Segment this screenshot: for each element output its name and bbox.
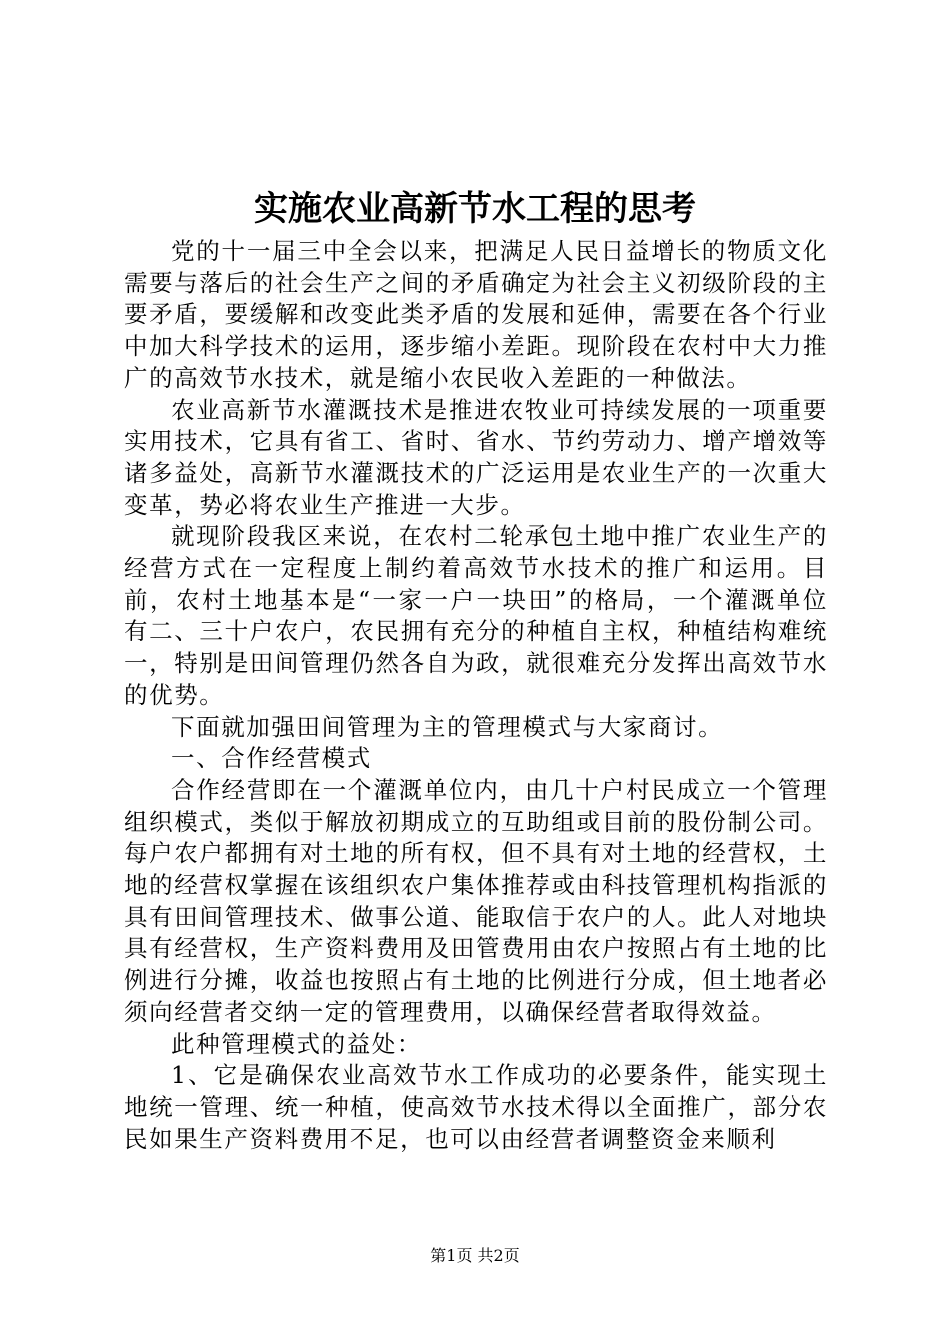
paragraph-5: 合作经营即在一个灌溉单位内，由几十户村民成立一个管理组织模式，类似于解放初期成立的互助组或目前的股份制公司。每户农户都拥有对土地的所有权，但不具有对土地的经营权，土地的经营权掌握在该组织农户集体推荐或由科技管理机构指派的具有田间管理技术、做事公道、能取信于农户的人。此人对地块具有经营权，生产资料费用及田管费用由农户按照占有土地的比例进行分摊，收益也按照占有土地的比例进行分成，但土地者必须向经营者交纳一定的管理费用，以确保经营者取得效益。 bbox=[124, 775, 828, 1026]
document-title: 实施农业高新节水工程的思考 bbox=[254, 189, 696, 229]
paragraph-4: 下面就加强田间管理为主的管理模式与大家商讨。 bbox=[171, 712, 724, 741]
page-number-footer: 第1页 共2页 bbox=[430, 1246, 520, 1265]
paragraph-7: 1、它是确保农业高效节水工作成功的必要条件，能实现土地统一管理、统一种植，使高效节水技术得以全面推广，部分农民如果生产资料费用不足，也可以由经营者调整资金来顺利 bbox=[124, 1061, 828, 1153]
paragraph-6: 此种管理模式的益处： bbox=[171, 1029, 422, 1058]
paragraph-2: 农业高新节水灌溉技术是推进农牧业可持续发展的一项重要实用技术，它具有省工、省时、省水、节约劳动力、增产增效等诸多益处，高新节水灌溉技术的广泛运用是农业生产的一次重大变革，势必将农业生产推进一大步。 bbox=[124, 395, 828, 519]
paragraph-1: 党的十一届三中全会以来，把满足人民日益增长的物质文化需要与落后的社会生产之间的矛盾确定为社会主义初级阶段的主要矛盾，要缓解和改变此类矛盾的发展和延伸，需要在各个行业中加大科学技术的运用，逐步缩小差距。现阶段在农村中大力推广的高效节水技术，就是缩小农民收入差距的一种做法。 bbox=[124, 237, 828, 392]
document-body bbox=[124, 236, 828, 1155]
section-heading-1: 一、合作经营模式 bbox=[171, 744, 372, 773]
paragraph-3: 就现阶段我区来说，在农村二轮承包土地中推广农业生产的经营方式在一定程度上制约着高效节水技术的推广和运用。目前，农村土地基本是“一家一户一块田”的格局，一个灌溉单位有二、三十户农户，农民拥有充分的种植自主权，种植结构难统一，特别是田间管理仍然各自为政，就很难充分发挥出高效节水的优势。 bbox=[124, 522, 828, 709]
